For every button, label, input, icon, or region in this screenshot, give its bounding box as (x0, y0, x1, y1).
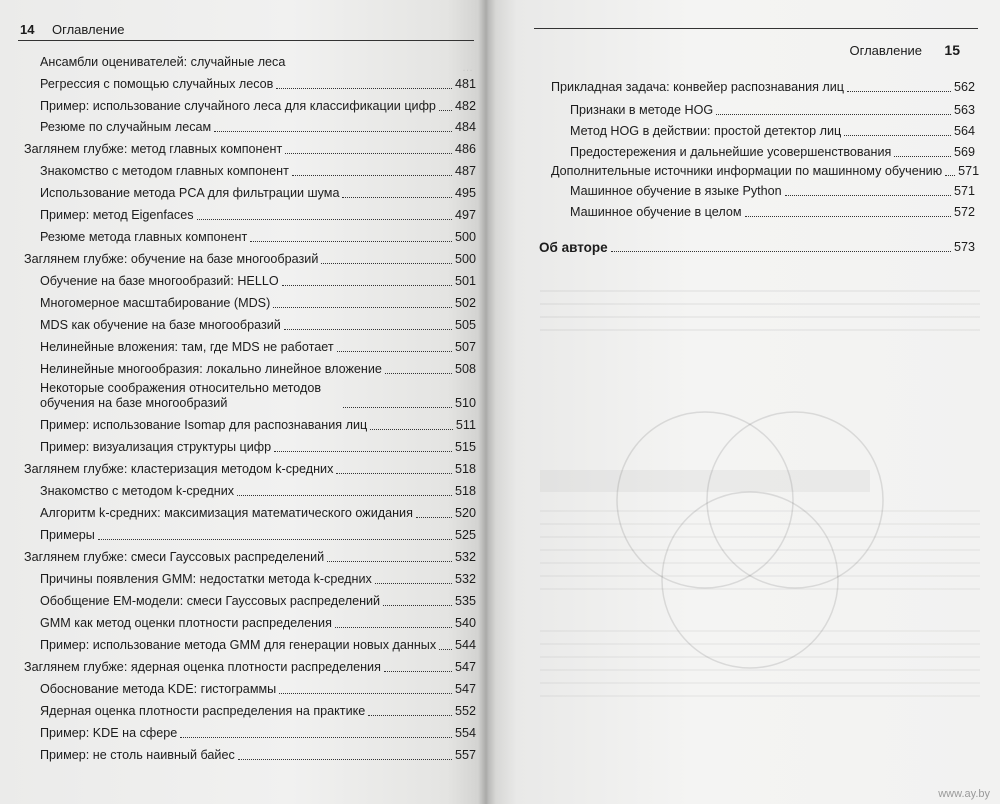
toc-entry: Обоснование метода KDE: гистограммы 547 (40, 682, 476, 696)
toc-entry: Машинное обучение в целом 572 (570, 205, 975, 219)
toc-entry: Ансамбли оценивателей: случайные леса (40, 55, 286, 69)
toc-section: Заглянем глубже: обучение на базе многообразий 500 (24, 252, 476, 266)
toc-entry: Машинное обучение в языке Python 571 (570, 184, 975, 198)
toc-entry: Примеры 525 (40, 528, 476, 542)
right-page-header (534, 28, 978, 57)
toc-entry: Резюме по случайным лесам 484 (40, 120, 476, 134)
toc-entry: Нелинейные многообразия: локально линейное вложение 508 (40, 362, 476, 376)
left-page-number: 14 (20, 22, 35, 37)
toc-entry: Причины появления GMM: недостатки метода k-средних 532 (40, 572, 476, 586)
toc-section: Заглянем глубже: ядерная оценка плотности распределения 547 (24, 660, 476, 674)
toc-entry: Регрессия с помощью случайных лесов 481 (40, 77, 476, 91)
toc-section: Заглянем глубже: метод главных компонент 486 (24, 142, 476, 156)
toc-entry: Пример: KDE на сфере 554 (40, 726, 476, 740)
right-running-title: Оглавление (849, 43, 922, 58)
toc-entry: Многомерное масштабирование (MDS) 502 (40, 296, 476, 310)
toc-entry: Алгоритм k-средних: максимизация математического ожидания 520 (40, 506, 476, 520)
toc-entry: Обобщение EM-модели: смеси Гауссовых распределений 535 (40, 594, 476, 608)
left-page (0, 0, 486, 804)
toc-entry: Обучение на базе многообразий: HELLO 501 (40, 274, 476, 288)
toc-entry: Пример: метод Eigenfaces 497 (40, 208, 476, 222)
right-page-number: 15 (944, 42, 960, 58)
toc-entry: GMM как метод оценки плотности распределения 540 (40, 616, 476, 630)
toc-entry: Пример: не столь наивный байес 557 (40, 748, 476, 762)
toc-section: Заглянем глубже: смеси Гауссовых распределений 532 (24, 550, 476, 564)
toc-entry: Некоторые соображения относительно методов обучения на базе многообразий 510 (40, 381, 476, 410)
toc-entry: Ядерная оценка плотности распределения на практике 552 (40, 704, 476, 718)
toc-entry: Использование метода PCA для фильтрации шума 495 (40, 186, 476, 200)
toc-entry: Пример: визуализация структуры цифр 515 (40, 440, 476, 454)
toc-entry: Пример: использование Isomap для распознавания лиц 511 (40, 418, 476, 432)
toc-section: Прикладная задача: конвейер распознавания лиц 562 (551, 80, 975, 94)
toc-entry: Знакомство с методом главных компонент 487 (40, 164, 476, 178)
watermark: www.ay.by (938, 788, 990, 800)
right-page (486, 0, 1000, 804)
toc-entry: MDS как обучение на базе многообразий 505 (40, 318, 476, 332)
toc-entry: Метод HOG в действии: простой детектор лиц 564 (570, 124, 975, 138)
left-page-header (18, 14, 474, 41)
toc-entry: Предостережения и дальнейшие усовершенствования 569 (570, 145, 975, 159)
left-running-title: Оглавление (52, 22, 125, 37)
toc-section: Дополнительные источники информации по машинному обучению 571 (551, 164, 980, 178)
toc-section: Заглянем глубже: кластеризация методом k-средних 518 (24, 462, 476, 476)
toc-entry: Резюме метода главных компонент 500 (40, 230, 476, 244)
bleed-through-text: … (462, 62, 473, 74)
toc-chapter: Об авторе 573 (539, 240, 975, 255)
toc-entry: Нелинейные вложения: там, где MDS не работает 507 (40, 340, 476, 354)
toc-entry: Признаки в методе HOG 563 (570, 103, 975, 117)
toc-entry: Пример: использование метода GMM для генерации новых данных 544 (40, 638, 476, 652)
toc-entry: Пример: использование случайного леса для классификации цифр 482 (40, 99, 476, 113)
toc-entry: Знакомство с методом k-средних 518 (40, 484, 476, 498)
